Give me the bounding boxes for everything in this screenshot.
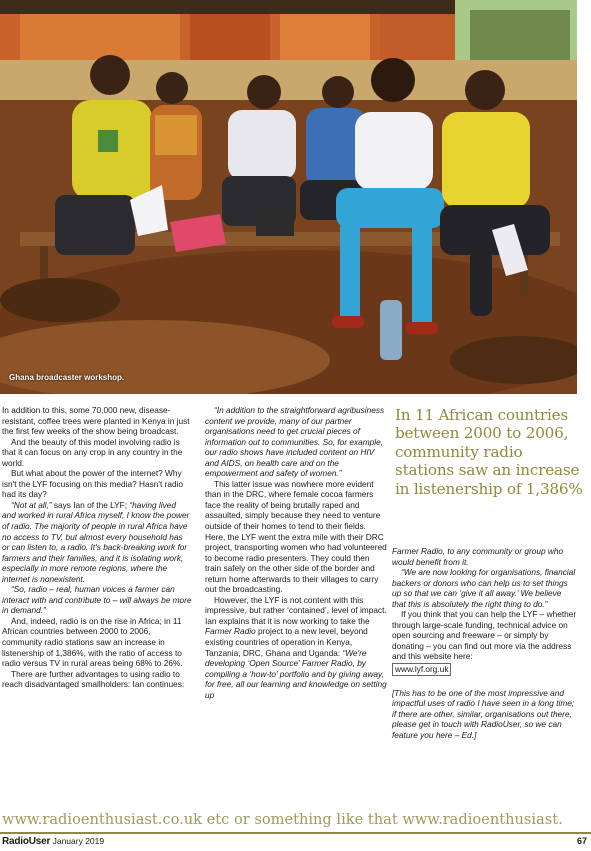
quote-paragraph: “In addition to the straightforward agribusiness content we provide, many of our partner organisations need to get crucial pieces of information out to communities. So, for example, our radio shows have included content on HIV and AIDS, on health care and on the empowerment and safety of women.”	[205, 405, 385, 479]
pull-quote: In 11 African countries between 2000 to 2006, community radio stations saw an increase in listenership of 1,386%	[395, 406, 583, 498]
paragraph: If you think that you can help the LYF – whether through large-scale funding, technical advice on open sourcing and freeware – or simply by donating – you can find out more via the address and this website here:	[392, 609, 577, 662]
quote-text: “Not at all,”	[11, 499, 52, 510]
editor-note: [This has to be one of the most impressive and impactful uses of radio I have seen in a long time; if there are other, similar, organisations out there, please get in touch with RadioUser, so we can feature you here – Ed.]	[392, 687, 575, 740]
url-line	[392, 662, 577, 676]
project-name: Farmer Radio	[205, 626, 256, 637]
website-link[interactable]: www.lyf.org.uk	[392, 663, 451, 676]
quote-paragraph: Farmer Radio, to any community or group who would benefit from it.	[392, 546, 564, 567]
paragraph	[2, 500, 192, 584]
paragraph: There are further advantages to using radio to reach disadvantaged smallholders: Ian continues:	[2, 668, 185, 690]
paragraph-text: says Ian of the LYF;	[51, 499, 130, 510]
quote-paragraph: “We are now looking for organisations, financial backers or donors who can help us to set things up so that we can ‘give it all away.’ We believe that this is absolutely the right thing to do.”	[392, 567, 576, 609]
issue-date: January 2019	[52, 836, 105, 846]
article-column-3	[392, 546, 577, 740]
paragraph-text: project to a new level, beyond existing countries of operation in Kenya, Tanzania, DRC, Ghana and Uganda:	[205, 626, 368, 658]
footer-left	[2, 836, 104, 847]
photo-caption: Ghana broadcaster workshop.	[9, 373, 125, 382]
paragraph-text: However, the LYF is not content with this impressive, but rather ‘contained’, level of impact. Ian explains that it is now working to take the	[205, 594, 387, 626]
quote-text: “We're developing ‘Open Source’ Farmer Radio, by compiling a ‘how-to’ portfolio and by giving away, for free, all our learning and knowledge on setting up	[205, 647, 387, 700]
magazine-brand: RadioUser	[2, 836, 51, 847]
paragraph: In addition to this, some 70,000 new, disease-resistant, coffee trees were planted in Kenya in just the first few weeks of the show being broadcast.	[2, 405, 190, 437]
quote-paragraph: “So, radio – real, human voices a farmer can interact with and contribute to – will always be more in demand.”	[2, 584, 192, 616]
workshop-scene	[0, 0, 577, 394]
article-column-1	[2, 405, 192, 690]
paragraph: And the beauty of this model involving radio is that it can focus on any crop in any country in the world.	[2, 436, 183, 468]
article-column-2	[205, 405, 387, 700]
paragraph: And, indeed, radio is on the rise in Africa; in 11 African countries between 2000 to 2006, community radio stations saw an increase in listenership of 1,386%, with the ratio of access to radio versus TV in rural areas being 68% to 26%.	[2, 615, 183, 669]
paragraph: But what about the power of the internet? Why isn't the LYF focusing on this media? Hasn't radio had its day?	[2, 468, 184, 500]
website-strip[interactable]: www.radioenthusiast.co.uk etc or something like that www.radioenthusiast.	[2, 811, 563, 828]
paragraph	[205, 595, 387, 700]
page-number: 67	[576, 836, 587, 846]
footer-rule	[0, 832, 591, 834]
workshop-photo	[0, 0, 577, 394]
paragraph: This latter issue was nowhere more evident than in the DRC, where female cocoa farmers face the reality of being brutally raped and assaulted, simply because they need to venture outside of their homes to tend to their fields. Here, the LYF went the extra mile with their DRC project, transporting women who had volunteered to become radio presenters. They could then train safely on the other side of the border and return home afterwards to their villages to carry out the broadcasting.	[205, 478, 387, 595]
quote-text: “having lived and worked in rural Africa myself, I know the power of radio. The majority of people in rural Africa have no access to TV, but almost every household has or can listen to, a radio. It's back-breaking work for farmers and their families, and it is isolating work, especially in more remote regions, where the internet is nonexistent.	[2, 499, 190, 584]
